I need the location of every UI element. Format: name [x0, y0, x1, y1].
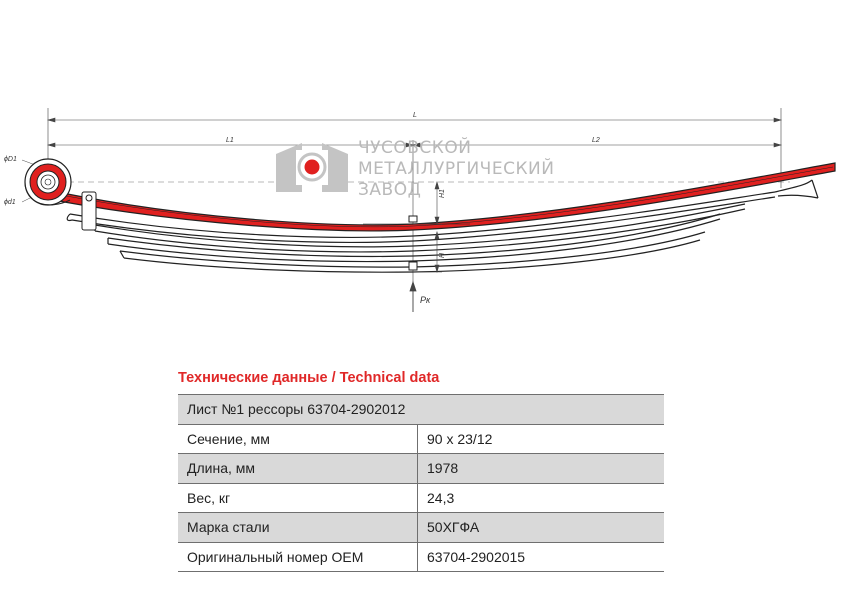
row-value: 50ХГФА: [418, 513, 665, 543]
table-header-row: [178, 395, 664, 425]
table-row: [178, 424, 664, 454]
dim-label-h1: H1: [439, 189, 446, 198]
row-value: 63704-2902015: [418, 542, 665, 572]
technical-data-title: Технические данные / Technical data: [178, 370, 440, 386]
row-value: 24,3: [418, 483, 665, 513]
table-header-cell: Лист №1 рессоры 63704-2902012: [178, 395, 664, 425]
row-label: Вес, кг: [178, 483, 418, 513]
row-label: Марка стали: [178, 513, 418, 543]
company-logo-icon: [276, 143, 348, 192]
dim-label-eye-outer: ϕD1: [4, 156, 17, 163]
row-label: Сечение, мм: [178, 424, 418, 454]
table-row: [178, 454, 664, 484]
row-value: 1978: [418, 454, 665, 484]
company-logo-text: [358, 138, 554, 201]
dim-label-load: Pк: [420, 295, 431, 305]
dim-label-l2: L2: [592, 137, 600, 144]
technical-data-table: [178, 394, 664, 572]
dim-label-h: H: [439, 252, 446, 258]
spring-eye: [25, 159, 71, 205]
table-row: [178, 513, 664, 543]
rebound-clip: [82, 192, 96, 230]
row-label: Длина, мм: [178, 454, 418, 484]
logo-line-1: ЧУСОВСКОЙ: [358, 138, 472, 158]
dim-label-eye-inner: ϕd1: [4, 199, 16, 206]
table-row: [178, 542, 664, 572]
dim-label-l1: L1: [226, 137, 234, 144]
row-label: Оригинальный номер OEM: [178, 542, 418, 572]
logo-line-2: МЕТАЛЛУРГИЧЕСКИЙ: [358, 159, 555, 179]
row-value: 90 x 23/12: [418, 424, 665, 454]
leaf-end-hook: [775, 180, 818, 198]
table-row: [178, 483, 664, 513]
logo-line-3: ЗАВОД: [358, 180, 422, 200]
load-arrow: [410, 282, 416, 312]
dim-label-l: L: [413, 112, 417, 119]
